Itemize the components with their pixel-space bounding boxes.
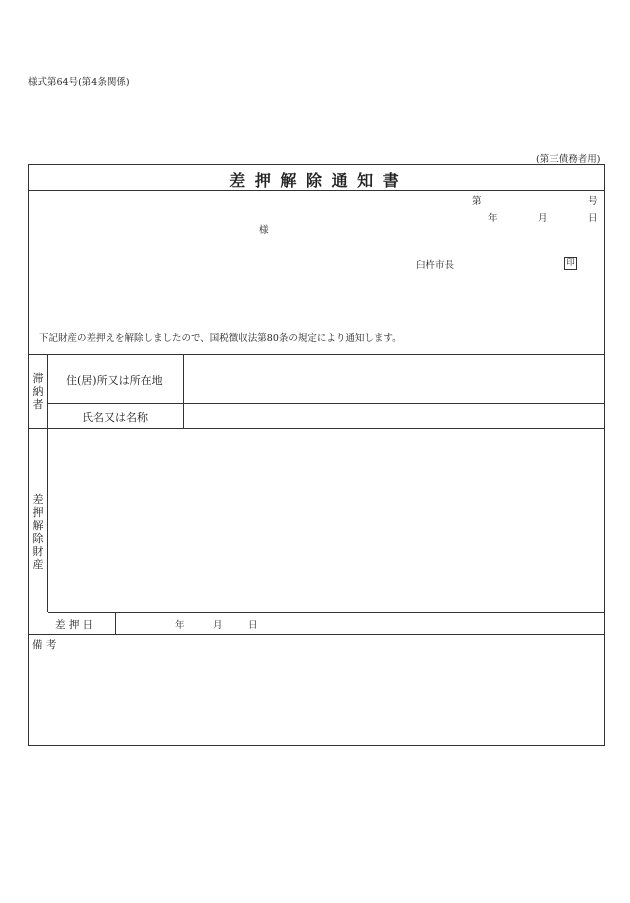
number-prefix: 第 [472, 196, 482, 207]
form-number: 様式第64号(第4条関係) [28, 77, 130, 88]
seizure-date-year: 年 [175, 620, 185, 631]
notice-body: 下記財産の差押えを解除しましたので、国税徴収法第80条の規定により通知します。 [39, 333, 402, 344]
seal-mark: 印 [564, 257, 577, 270]
copy-note: (第三債務者用) [536, 154, 601, 165]
form-frame [28, 164, 605, 746]
seizure-date-day: 日 [248, 620, 258, 631]
seizure-date-month: 月 [213, 620, 223, 631]
seizure-date-label: 差 押 日 [55, 619, 94, 631]
property-section-label: 差 押 解 除 財 産 [32, 493, 44, 571]
remarks-label: 備 考 [32, 639, 57, 651]
date-day: 日 [588, 213, 598, 224]
seizure-date-top-border [48, 612, 604, 613]
seizure-date-label-divider [115, 612, 116, 634]
name-label: 氏名又は名称 [82, 411, 148, 424]
date-month: 月 [538, 213, 548, 224]
property-top-border [29, 428, 604, 429]
taxpayer-section-label: 滞 納 者 [32, 372, 44, 411]
title-divider [29, 190, 604, 191]
page-title: 差 押 解 除 通 知 書 [229, 171, 401, 190]
date-year: 年 [488, 213, 498, 224]
number-suffix: 号 [588, 196, 598, 207]
issuer-name: 臼杵市長 [416, 260, 455, 271]
address-label: 住(居)所又は所在地 [66, 374, 163, 387]
taxpayer-row-divider [48, 403, 604, 404]
remarks-top-border [29, 634, 604, 635]
taxpayer-label-divider [183, 354, 184, 428]
taxpayer-top-border [29, 354, 604, 355]
addressee-suffix: 様 [259, 225, 269, 236]
section-label-divider [47, 354, 48, 612]
